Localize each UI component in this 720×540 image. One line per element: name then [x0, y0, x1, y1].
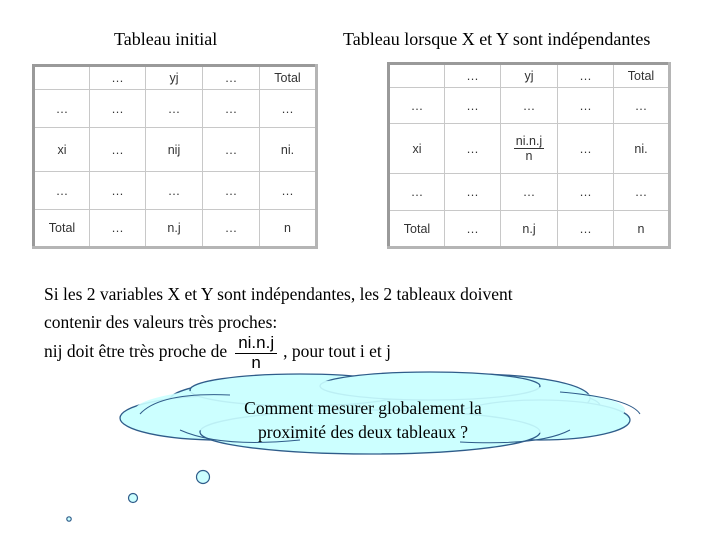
table-cell: … — [146, 172, 203, 210]
table-cell: … — [445, 211, 501, 248]
table-cell: yj — [146, 66, 203, 90]
table-cell: n.j — [146, 210, 203, 248]
table-cell: … — [203, 210, 260, 248]
table-cell: n — [260, 210, 317, 248]
table-cell: … — [34, 172, 90, 210]
table-cell: Total — [34, 210, 90, 248]
table-cell: … — [260, 90, 317, 128]
table-cell: … — [445, 88, 501, 124]
table-cell: ni. — [260, 128, 317, 172]
table-cell: … — [558, 211, 614, 248]
table-cell: … — [445, 174, 501, 211]
table-cell: … — [558, 124, 614, 174]
table-cell: Total — [389, 211, 445, 248]
table-cell: … — [558, 174, 614, 211]
cloud-line-1: Comment mesurer globalement la — [244, 398, 482, 418]
table-cell: … — [389, 174, 445, 211]
table-cell: … — [614, 88, 670, 124]
table-cell: … — [34, 90, 90, 128]
table-cell: n — [614, 211, 670, 248]
table-cell: … — [90, 172, 146, 210]
table-cell: … — [146, 90, 203, 128]
table-cell: n.j — [501, 211, 558, 248]
title-independent-table: Tableau lorsque X et Y sont indépendantes — [343, 29, 651, 49]
table-cell: … — [558, 88, 614, 124]
thought-bubble — [129, 494, 138, 503]
table-cell: … — [501, 174, 558, 211]
table-cell: … — [203, 66, 260, 90]
condition-denominator: n — [251, 352, 261, 372]
cloud-line-2: proximité des deux tableaux ? — [258, 422, 468, 442]
table-cell: yj — [501, 64, 558, 88]
condition-suffix: , pour tout i et j — [283, 341, 392, 362]
table-cell: … — [445, 64, 501, 88]
table-cell: xi — [34, 128, 90, 172]
table-cell: … — [203, 90, 260, 128]
cloud-text — [210, 396, 516, 444]
paragraph-line-1: Si les 2 variables X et Y sont indépendantes, les 2 tableaux doivent — [44, 284, 513, 304]
table-cell: … — [389, 88, 445, 124]
table-cell: Total — [614, 64, 670, 88]
table-cell: … — [614, 174, 670, 211]
table-cell: Total — [260, 66, 317, 90]
table-cell: … — [90, 66, 146, 90]
table-cell: … — [90, 90, 146, 128]
table-cell: … — [203, 172, 260, 210]
paragraph-line-2: contenir des valeurs très proches: — [44, 312, 278, 332]
table-cell: … — [90, 210, 146, 248]
fraction-denominator: n — [525, 149, 533, 163]
table-cell: … — [260, 172, 317, 210]
table-cell: … — [558, 64, 614, 88]
table-cell: xi — [389, 124, 445, 174]
condition-numerator: ni.n.j — [235, 334, 277, 354]
thought-bubble — [197, 471, 210, 484]
table-cell: … — [501, 88, 558, 124]
fraction-numerator: ni.n.j — [515, 133, 543, 148]
table-cell: ni. — [614, 124, 670, 174]
condition-prefix: nij doit être très proche de — [44, 341, 228, 362]
title-initial-table: Tableau initial — [114, 29, 218, 49]
table-cell: … — [445, 124, 501, 174]
table-cell: … — [203, 128, 260, 172]
table-cell: nij — [146, 128, 203, 172]
thought-bubble — [67, 517, 71, 521]
table-cell: … — [90, 128, 146, 172]
